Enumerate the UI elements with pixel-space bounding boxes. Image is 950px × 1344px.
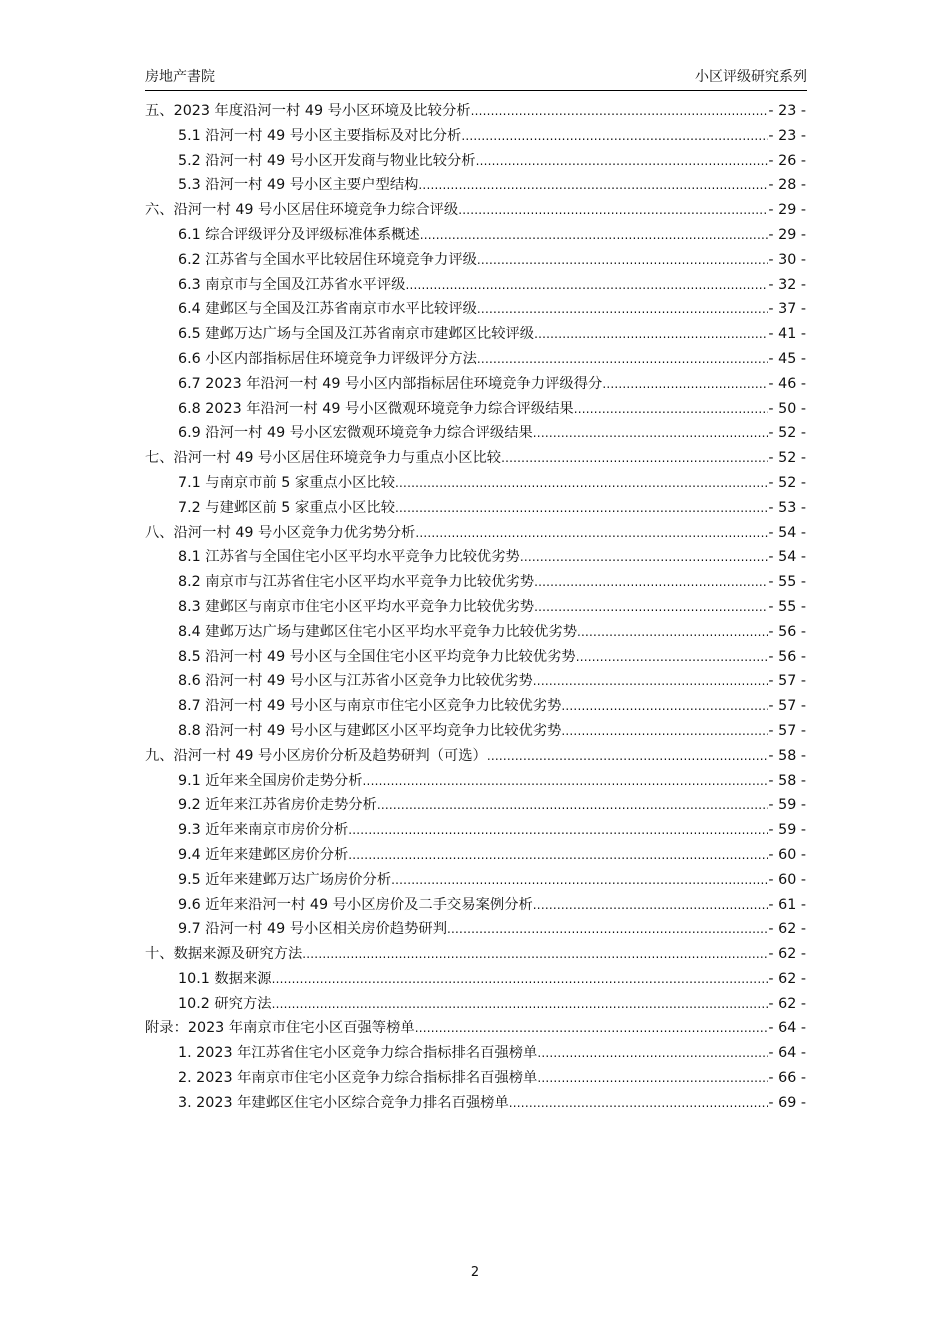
toc-entry-title: 6.3 南京市与全国及江苏省水平评级 [178,276,406,293]
toc-entry-title: 8.7 沿河一村 49 号小区与南京市住宅小区竞争力比较优劣势 [178,698,562,715]
toc-entry-page: - 64 - [768,1020,806,1037]
toc-entry-page: - 60 - [768,846,806,863]
toc-dot-leader [377,793,769,818]
toc-dot-leader [561,719,768,744]
toc-entry-page: - 55 - [768,574,806,591]
toc-entry-title: 9.4 近年来建邺区房价分析 [178,846,349,863]
toc-section-entry[interactable] [145,322,806,347]
toc-entry-page: - 54 - [768,549,806,566]
toc-entry-page: - 56 - [768,648,806,665]
toc-dot-leader [348,843,768,868]
toc-section-entry[interactable] [145,421,806,446]
toc-section-entry[interactable] [145,273,806,298]
toc-entry-title: 6.6 小区内部指标居住环境竞争力评级评分方法 [178,350,477,367]
toc-entry-page: - 59 - [768,797,806,814]
toc-entry-page: - 62 - [768,995,806,1012]
toc-entry-title: 8.4 建邺万达广场与建邺区住宅小区平均水平竞争力比较优劣势 [178,623,577,640]
toc-entry-title: 3. 2023 年建邺区住宅小区综合竞争力排名百强榜单 [178,1094,509,1111]
toc-dot-leader [348,818,768,843]
toc-entry-page: - 50 - [768,400,806,417]
toc-chapter-entry[interactable] [145,99,806,124]
toc-dot-leader [272,967,769,992]
toc-entry-title: 五、2023 年度沿河一村 49 号小区环境及比较分析 [145,103,471,119]
toc-entry-page: - 57 - [768,722,806,739]
toc-dot-leader [602,372,768,397]
toc-section-entry[interactable] [145,818,806,843]
toc-entry-page: - 28 - [768,177,806,194]
toc-dot-leader [574,397,769,422]
toc-section-entry[interactable] [145,397,806,422]
toc-entry-title: 7.1 与南京市前 5 家重点小区比较 [178,474,396,491]
toc-entry-page: - 53 - [768,499,806,516]
toc-dot-leader [477,297,768,322]
toc-entry-title: 十、数据来源及研究方法 [145,946,303,963]
toc-chapter-entry[interactable] [145,744,806,769]
header-series-title: 小区评级研究系列 [695,69,807,85]
toc-entry-page: - 57 - [768,673,806,690]
toc-entry-page: - 66 - [768,1070,806,1087]
toc-section-entry[interactable] [145,868,806,893]
toc-entry-page: - 62 - [768,946,806,963]
toc-section-entry[interactable] [145,297,806,322]
page-header [145,66,807,91]
toc-dot-leader [561,694,768,719]
toc-entry-page: - 64 - [768,1045,806,1062]
toc-entry-title: 2. 2023 年南京市住宅小区竞争力综合指标排名百强榜单 [178,1070,538,1087]
toc-dot-leader [471,99,769,124]
toc-dot-leader [477,347,768,372]
toc-dot-leader [501,446,768,471]
toc-section-entry[interactable] [145,1091,806,1116]
toc-section-entry[interactable] [145,545,806,570]
toc-entry-page: - 62 - [768,970,806,987]
toc-entry-page: - 32 - [768,276,806,293]
toc-entry-page: - 23 - [768,103,806,119]
toc-section-entry[interactable] [145,595,806,620]
toc-entry-page: - 58 - [768,772,806,789]
toc-section-entry[interactable] [145,124,806,149]
toc-dot-leader [405,273,768,298]
toc-section-entry[interactable] [145,669,806,694]
toc-dot-leader [458,198,768,223]
toc-dot-leader [476,149,769,174]
toc-entry-page: - 26 - [768,152,806,169]
toc-entry-title: 6.5 建邺万达广场与全国及江苏省南京市建邺区比较评级 [178,326,535,343]
toc-entry-page: - 30 - [768,251,806,268]
toc-chapter-entry[interactable] [145,446,806,471]
toc-entry-title: 10.1 数据来源 [178,970,272,987]
toc-section-entry[interactable] [145,173,806,198]
toc-entry-title: 6.7 2023 年沿河一村 49 号小区内部指标居住环境竞争力评级得分 [178,375,603,392]
toc-section-entry[interactable] [145,793,806,818]
toc-entry-title: 9.6 近年来沿河一村 49 号小区房价及二手交易案例分析 [178,896,533,913]
toc-entry-title: 5.2 沿河一村 49 号小区开发商与物业比较分析 [178,152,476,169]
toc-dot-leader [272,992,769,1017]
toc-entry-page: - 52 - [768,474,806,491]
toc-section-entry[interactable] [145,992,806,1017]
toc-entry-title: 8.5 沿河一村 49 号小区与全国住宅小区平均竞争力比较优劣势 [178,648,576,665]
toc-dot-leader [534,322,768,347]
toc-dot-leader [534,570,768,595]
toc-entry-title: 8.8 沿河一村 49 号小区与建邺区小区平均竞争力比较优劣势 [178,722,562,739]
toc-entry-page: - 46 - [768,375,806,392]
toc-dot-leader [391,868,768,893]
toc-section-entry[interactable] [145,248,806,273]
toc-entry-page: - 61 - [768,896,806,913]
toc-chapter-entry[interactable] [145,942,806,967]
toc-dot-leader [487,744,769,769]
toc-entry-title: 8.1 江苏省与全国住宅小区平均水平竞争力比较优劣势 [178,549,520,566]
toc-section-entry[interactable] [145,719,806,744]
toc-section-entry[interactable] [145,1041,806,1066]
toc-entry-title: 6.4 建邺区与全国及江苏省南京市水平比较评级 [178,301,477,318]
toc-section-entry[interactable] [145,372,806,397]
toc-section-entry[interactable] [145,967,806,992]
toc-entry-title: 六、沿河一村 49 号小区居住环境竞争力综合评级 [145,202,459,219]
toc-section-entry[interactable] [145,496,806,521]
toc-entry-title: 5.3 沿河一村 49 号小区主要户型结构 [178,177,419,194]
toc-entry-page: - 55 - [768,598,806,615]
toc-entry-title: 9.7 沿河一村 49 号小区相关房价趋势研判 [178,921,448,938]
toc-entry-title: 6.1 综合评级评分及评级标准体系概述 [178,226,420,243]
toc-entry-title: 附录：2023 年南京市住宅小区百强等榜单 [145,1020,415,1037]
toc-entry-title: 6.2 江苏省与全国水平比较居住环境竞争力评级 [178,251,477,268]
toc-section-entry[interactable] [145,645,806,670]
toc-entry-title: 8.6 沿河一村 49 号小区与江苏省小区竞争力比较优劣势 [178,673,533,690]
toc-entry-title: 8.2 南京市与江苏省住宅小区平均水平竞争力比较优劣势 [178,574,535,591]
toc-dot-leader [415,1016,769,1041]
toc-dot-leader [363,769,769,794]
toc-section-entry[interactable] [145,1066,806,1091]
toc-entry-title: 9.5 近年来建邺万达广场房价分析 [178,871,392,888]
toc-dot-leader [395,471,768,496]
toc-dot-leader [418,173,768,198]
toc-dot-leader [534,595,768,620]
toc-chapter-entry[interactable] [145,198,806,223]
toc-entry-page: - 52 - [768,450,806,467]
toc-entry-title: 1. 2023 年江苏省住宅小区竞争力综合指标排名百强榜单 [178,1045,538,1062]
toc-section-entry[interactable] [145,769,806,794]
toc-dot-leader [576,645,769,670]
toc-entry-title: 10.2 研究方法 [178,995,272,1012]
toc-dot-leader [533,893,769,918]
toc-entry-title: 九、沿河一村 49 号小区房价分析及趋势研判（可选） [145,747,487,764]
toc-entry-page: - 54 - [768,524,806,541]
toc-entry-page: - 37 - [768,301,806,318]
toc-dot-leader [537,1041,768,1066]
toc-dot-leader [533,669,769,694]
toc-dot-leader [302,942,768,967]
toc-entry-title: 6.9 沿河一村 49 号小区宏微观环境竞争力综合评级结果 [178,425,533,442]
toc-entry-page: - 23 - [768,127,806,144]
toc-entry-page: - 69 - [768,1094,806,1111]
toc-dot-leader [395,496,768,521]
toc-entry-page: - 52 - [768,425,806,442]
toc-entry-page: - 29 - [768,202,806,219]
toc-section-entry[interactable] [145,347,806,372]
toc-dot-leader [537,1066,768,1091]
toc-entry-title: 八、沿河一村 49 号小区竞争力优劣势分析 [145,524,416,541]
toc-chapter-entry[interactable] [145,521,806,546]
header-publisher: 房地产書院 [145,69,215,85]
toc-dot-leader [520,545,769,570]
toc-section-entry[interactable] [145,223,806,248]
toc-section-entry[interactable] [145,149,806,174]
toc-entry-page: - 56 - [768,623,806,640]
toc-entry-title: 6.8 2023 年沿河一村 49 号小区微观环境竞争力综合评级结果 [178,400,574,417]
toc-entry-title: 七、沿河一村 49 号小区居住环境竞争力与重点小区比较 [145,450,502,467]
toc-entry-page: - 60 - [768,871,806,888]
toc-chapter-entry[interactable] [145,1016,806,1041]
toc-entry-title: 7.2 与建邺区前 5 家重点小区比较 [178,499,396,516]
toc-dot-leader [477,248,768,273]
toc-dot-leader [415,521,768,546]
toc-section-entry[interactable] [145,471,806,496]
toc-entry-page: - 57 - [768,698,806,715]
toc-entry-page: - 62 - [768,921,806,938]
toc-section-entry[interactable] [145,694,806,719]
toc-section-entry[interactable] [145,893,806,918]
toc-entry-page: - 41 - [768,326,806,343]
toc-dot-leader [420,223,769,248]
toc-section-entry[interactable] [145,620,806,645]
toc-entry-page: - 45 - [768,350,806,367]
toc-section-entry[interactable] [145,843,806,868]
toc-dot-leader [509,1091,769,1116]
toc-entry-page: - 58 - [768,747,806,764]
toc-dot-leader [461,124,768,149]
toc-entry-title: 8.3 建邺区与南京市住宅小区平均水平竞争力比较优劣势 [178,598,535,615]
toc-entry-title: 9.1 近年来全国房价走势分析 [178,772,363,789]
toc-entry-page: - 29 - [768,226,806,243]
toc-entry-title: 5.1 沿河一村 49 号小区主要指标及对比分析 [178,127,462,144]
toc-entry-page: - 59 - [768,822,806,839]
toc-entry-title: 9.2 近年来江苏省房价走势分析 [178,797,377,814]
table-of-contents [145,99,806,1116]
toc-dot-leader [447,917,768,942]
toc-section-entry[interactable] [145,570,806,595]
toc-dot-leader [533,421,769,446]
page-number: 2 [470,1265,480,1280]
toc-section-entry[interactable] [145,917,806,942]
toc-dot-leader [577,620,768,645]
toc-entry-title: 9.3 近年来南京市房价分析 [178,822,349,839]
